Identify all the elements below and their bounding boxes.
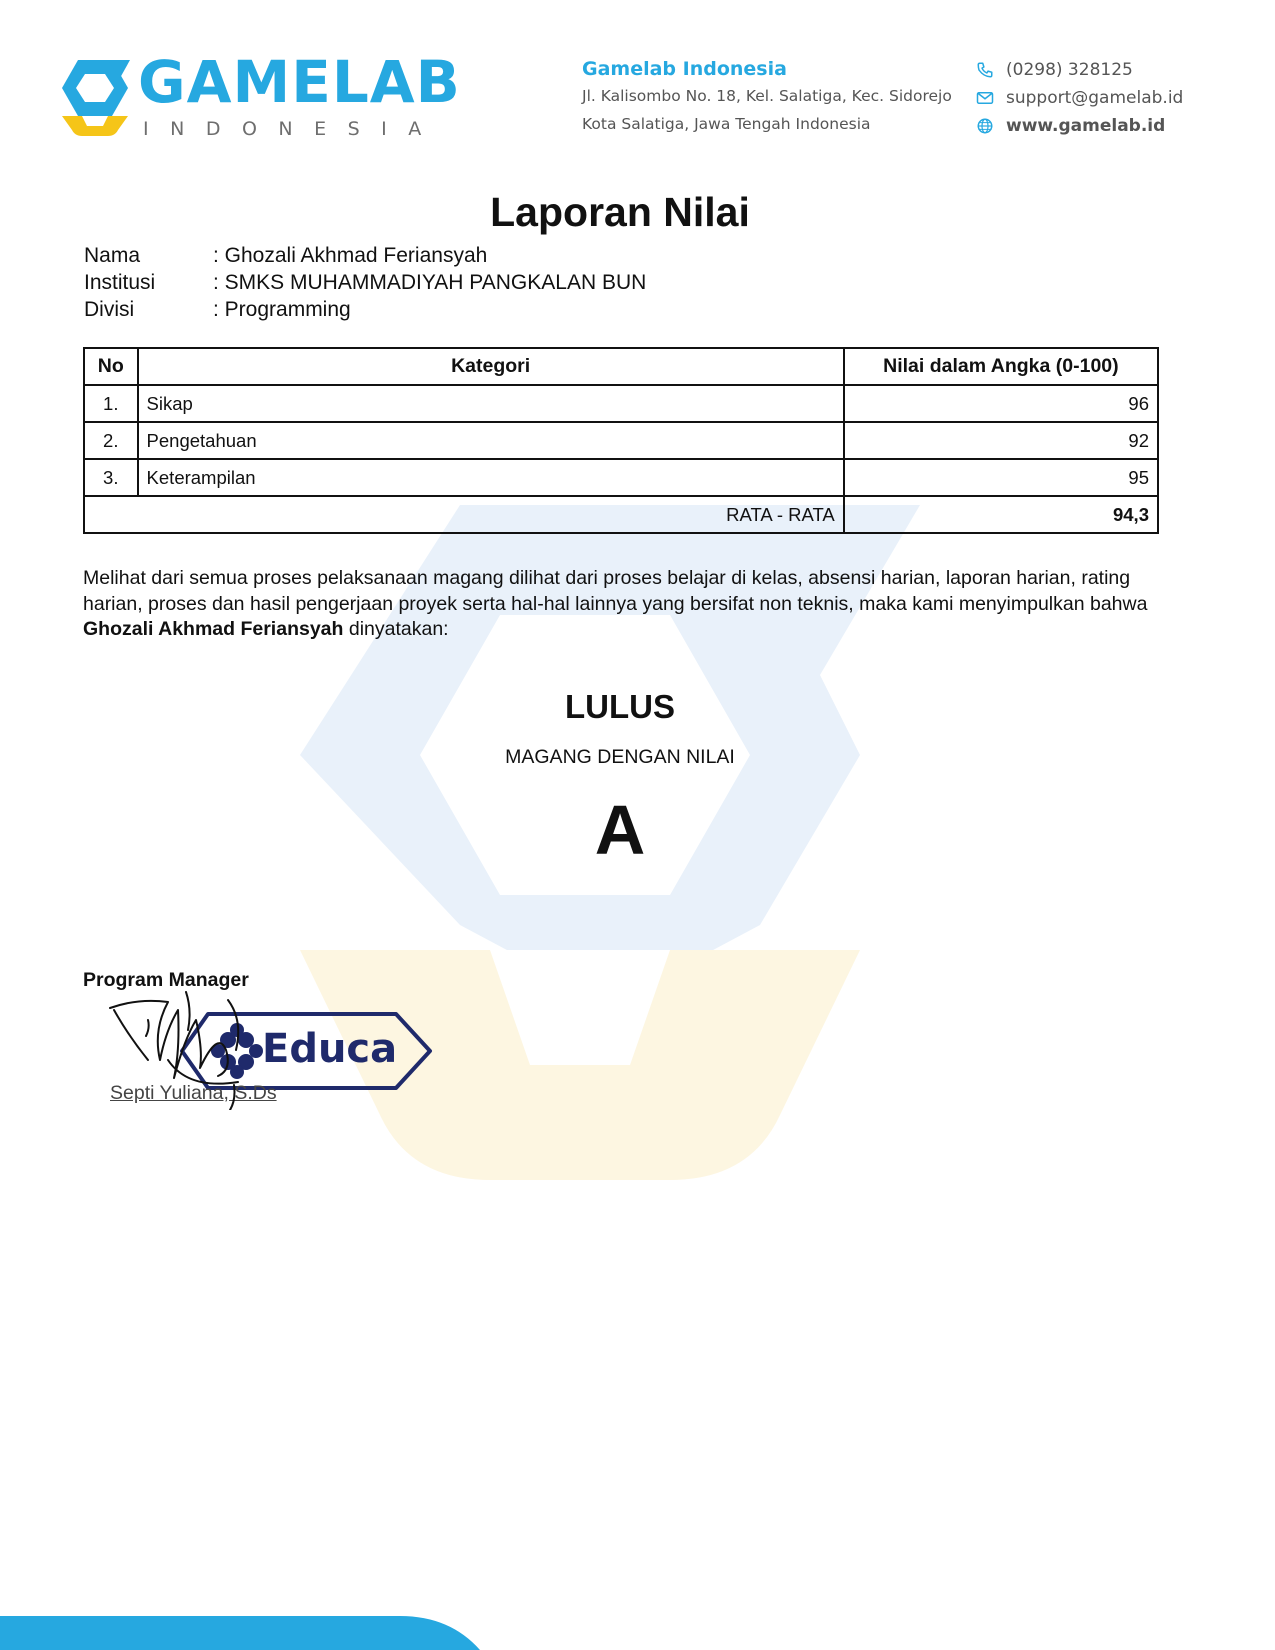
table-row — [84, 422, 1158, 459]
logo-wordmark: GAMELAB — [138, 48, 461, 116]
row-value: 92 — [844, 422, 1158, 459]
average-value: 94,3 — [844, 496, 1158, 533]
table-average-row — [84, 496, 1158, 533]
row-no: 3. — [84, 459, 138, 496]
contact-website — [976, 112, 1183, 140]
info-row-institution — [84, 269, 646, 296]
phone-icon — [976, 61, 994, 79]
row-category: Keterampilan — [138, 459, 844, 496]
address-line-1: Jl. Kalisombo No. 18, Kel. Salatiga, Kec. Sidorejo — [582, 87, 952, 105]
contact-email — [976, 84, 1183, 112]
result-description: MAGANG DENGAN NILAI — [505, 746, 735, 768]
info-value: : Ghozali Akhmad Feriansyah — [213, 244, 488, 267]
info-value: : SMKS MUHAMMADIYAH PANGKALAN BUN — [213, 271, 647, 294]
info-value: : Programming — [213, 298, 351, 321]
table-row — [84, 459, 1158, 496]
document-title: Laporan Nilai — [490, 189, 750, 235]
result-grade: A — [594, 791, 646, 869]
conclusion-name: Ghozali Akhmad Feriansyah — [83, 618, 344, 640]
row-no: 2. — [84, 422, 138, 459]
logo-subtitle: INDONESIA — [143, 118, 443, 140]
header-category: Kategori — [138, 348, 844, 385]
letterhead — [0, 0, 1275, 160]
signatory-name: Septi Yuliana, S.Ds — [110, 1082, 277, 1104]
signatory-title: Program Manager — [83, 969, 249, 991]
globe-icon — [976, 117, 994, 135]
info-label: Divisi — [84, 298, 135, 321]
contact-info — [976, 56, 1183, 140]
table-row — [84, 385, 1158, 422]
header-no: No — [84, 348, 138, 385]
conclusion-text: Melihat dari semua proses pelaksanaan magang dilihat dari proses belajar di kelas, absensi harian, laporan harian, rating harian, proses dan hasil pengerjaan proyek serta hal-hal lainnya yang bersifat non teknis, maka kami menyimpulkan bahwa — [83, 567, 1148, 615]
row-category: Sikap — [138, 385, 844, 422]
conclusion-paragraph — [83, 566, 1183, 643]
stamp-text: Educa — [262, 1026, 398, 1072]
footer-accent — [0, 1616, 500, 1650]
row-category: Pengetahuan — [138, 422, 844, 459]
email-address: support@gamelab.id — [1006, 88, 1184, 108]
header-value: Nilai dalam Angka (0-100) — [844, 348, 1158, 385]
conclusion-text-end: dinyatakan: — [343, 618, 449, 640]
row-no: 1. — [84, 385, 138, 422]
address-line-2: Kota Salatiga, Jawa Tengah Indonesia — [582, 115, 871, 133]
student-info — [84, 242, 646, 323]
company-info — [582, 56, 952, 138]
info-row-name — [84, 242, 646, 269]
phone-number: (0298) 328125 — [1006, 60, 1133, 80]
average-label: RATA - RATA — [84, 496, 844, 533]
row-value: 95 — [844, 459, 1158, 496]
info-label: Nama — [84, 244, 141, 267]
grades-table — [83, 347, 1159, 534]
table-header-row — [84, 348, 1158, 385]
handwritten-signature — [108, 990, 278, 1110]
result-status: LULUS — [565, 688, 675, 725]
mail-icon — [976, 89, 994, 107]
row-value: 96 — [844, 385, 1158, 422]
contact-phone — [976, 56, 1183, 84]
gamelab-logo-icon — [60, 58, 130, 138]
info-label: Institusi — [84, 271, 156, 294]
company-name: Gamelab Indonesia — [582, 58, 787, 80]
website-url: www.gamelab.id — [1006, 116, 1166, 136]
info-row-division — [84, 296, 646, 323]
